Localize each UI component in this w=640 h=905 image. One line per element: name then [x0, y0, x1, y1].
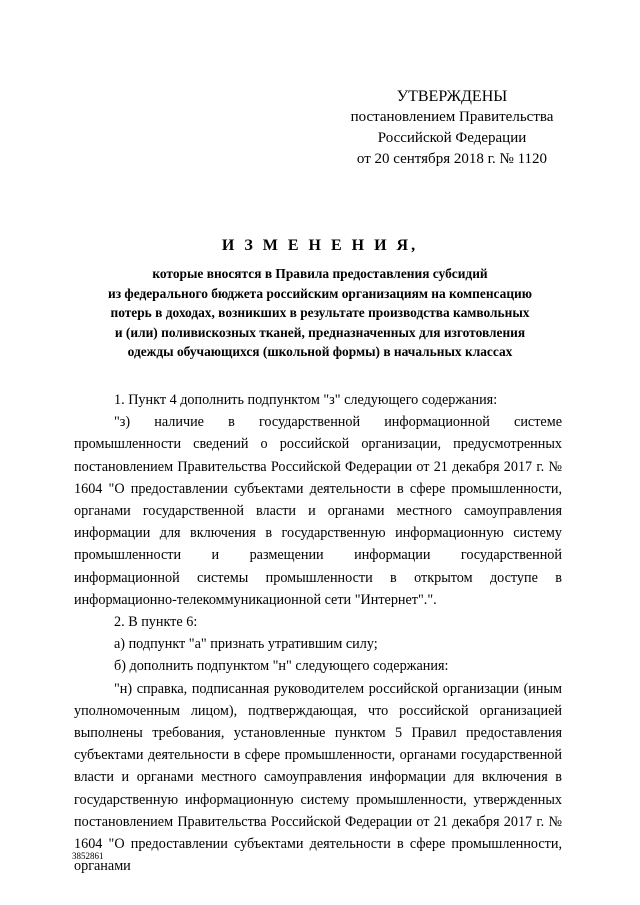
- document-title: И З М Е Н Е Н И Я,: [221, 237, 419, 254]
- subtitle-line: одежды обучающихся (школьной формы) в начальных классах: [127, 344, 513, 359]
- approval-line-1: постановлением Правительства: [350, 109, 554, 125]
- document-code: 3852861: [72, 851, 104, 861]
- document-body: [74, 389, 562, 877]
- document-subtitle: [72, 264, 568, 362]
- paragraph-1: 1. Пункт 4 дополнить подпунктом "з" следующего содержания:: [114, 392, 498, 408]
- approval-block: [330, 86, 574, 170]
- subtitle-line: из федерального бюджета российским организациям на компенсацию: [107, 285, 532, 301]
- approval-line-3: от 20 сентября 2018 г. № 1120: [356, 151, 548, 167]
- approval-heading: УТВЕРЖДЕНЫ: [396, 88, 508, 105]
- paragraph-5: б) дополнить подпунктом "н" следующего содержания:: [114, 658, 449, 675]
- subtitle-line: и (или) поливискозных тканей, предназначенных для изготовления: [114, 324, 526, 340]
- paragraph-6: "н) справка, подписанная руководителем российской организации (иным уполномоченным лицом), подтверждающая, что российской организацией выполнены требования, установленные пунктом 5 Правил предоставления субъектами деятельности в сфере промышленности, органами государственной власти и органами местного самоуправления информации для включения в государственную информационную систему промышленности, утвержденных постановлением Правительства Российской Федерации от 21 декабря 2017 г. № 1604 "О предоставлении субъектами деятельности в сфере промышленности, органами: [74, 680, 562, 875]
- paragraph-4: а) подпункт "а" признать утратившим силу;: [114, 636, 378, 653]
- subtitle-line: потерь в доходах, возникших в результате производства камвольных: [110, 305, 530, 320]
- approval-line-2: Российской Федерации: [377, 130, 527, 146]
- paragraph-3: 2. В пункте 6:: [114, 614, 198, 631]
- paragraph-2: "з) наличие в государственной информационной системе промышленности сведений о российской организации, предусмотренных постановлением Правительства Российской Федерации от 21 декабря 2017 г. № 1604 "О предоставлении субъектами деятельности в сфере промышленности, органами государственной власти и органами местного самоуправления информации для включения в государственную информационную систему промышленности и размещении информации государственной информационной системы промышленности в открытом доступе в информационно-телекоммуникационной сети "Интернет".".: [74, 414, 562, 608]
- subtitle-line: которые вносятся в Правила предоставления субсидий: [152, 266, 488, 281]
